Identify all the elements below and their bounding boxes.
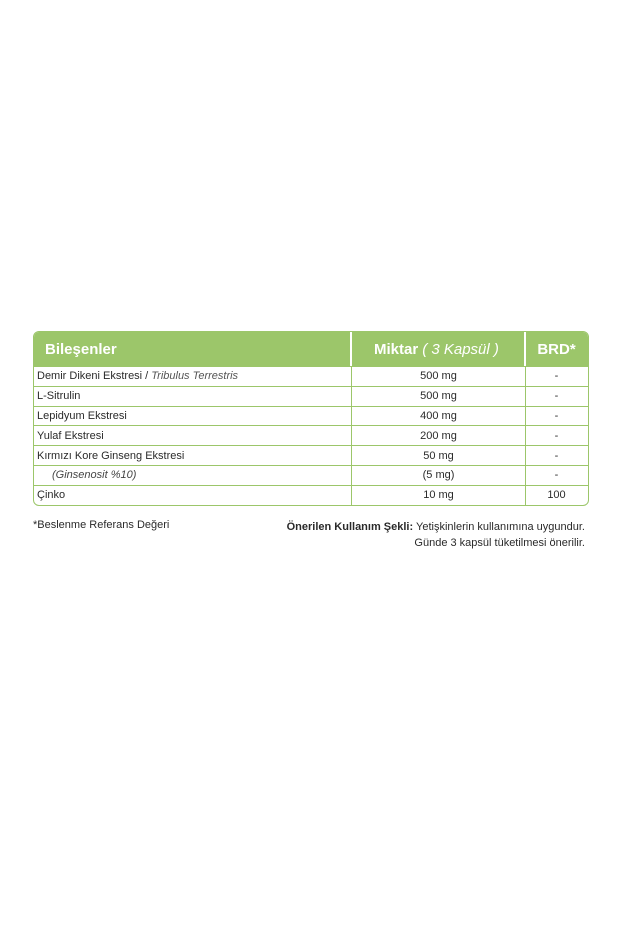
ingredient-rda: 100 [547, 489, 566, 502]
ingredient-name: (Ginsenosit %10) [34, 466, 352, 485]
supplement-facts-table [33, 331, 589, 506]
usage-line-1: Önerilen Kullanım Şekli: Yetişkinlerin kullanımına uygundur. [286, 521, 585, 533]
ingredient-name: Lepidyum Ekstresi [34, 407, 352, 426]
usage-line-2: Günde 3 kapsül tüketilmesi önerilir. [414, 537, 585, 549]
table-row [34, 485, 588, 505]
ingredient-amount: 500 mg [352, 367, 526, 386]
ingredient-name: Yulaf Ekstresi [34, 426, 352, 445]
ingredient-name: Çinko [34, 486, 352, 505]
header-ingredients: Bileşenler [34, 332, 352, 366]
ingredient-amount: 10 mg [352, 486, 526, 505]
ingredient-amount: (5 mg) [352, 466, 526, 485]
table-row [34, 386, 588, 406]
usage-instructions [287, 519, 585, 551]
ingredient-name: Demir Dikeni Ekstresi / Tribulus Terrestris [34, 367, 352, 386]
ingredient-rda: - [554, 370, 559, 383]
table-row [34, 366, 588, 386]
usage-label: Önerilen Kullanım Şekli: [286, 521, 414, 533]
table-row [34, 445, 588, 465]
ingredient-amount: 200 mg [352, 426, 526, 445]
ingredient-amount: 50 mg [352, 446, 526, 465]
table-row [34, 425, 588, 445]
ingredient-rda: - [554, 390, 559, 403]
table-row [34, 465, 588, 485]
header-amount: Miktar ( 3 Kapsül ) [352, 332, 526, 366]
ingredient-name: Kırmızı Kore Ginseng Ekstresi [34, 446, 352, 465]
ingredient-amount: 500 mg [352, 387, 526, 406]
ingredient-rda: - [554, 429, 559, 442]
header-rda: BRD* [537, 340, 576, 358]
footnote: *Beslenme Referans Değeri [33, 519, 170, 531]
ingredient-rda: - [554, 449, 559, 462]
ingredient-rda: - [554, 409, 559, 422]
table-header [34, 332, 588, 366]
ingredient-rda: - [554, 469, 559, 482]
table-row [34, 406, 588, 426]
ingredient-name: L-Sitrulin [34, 387, 352, 406]
ingredient-amount: 400 mg [352, 407, 526, 426]
